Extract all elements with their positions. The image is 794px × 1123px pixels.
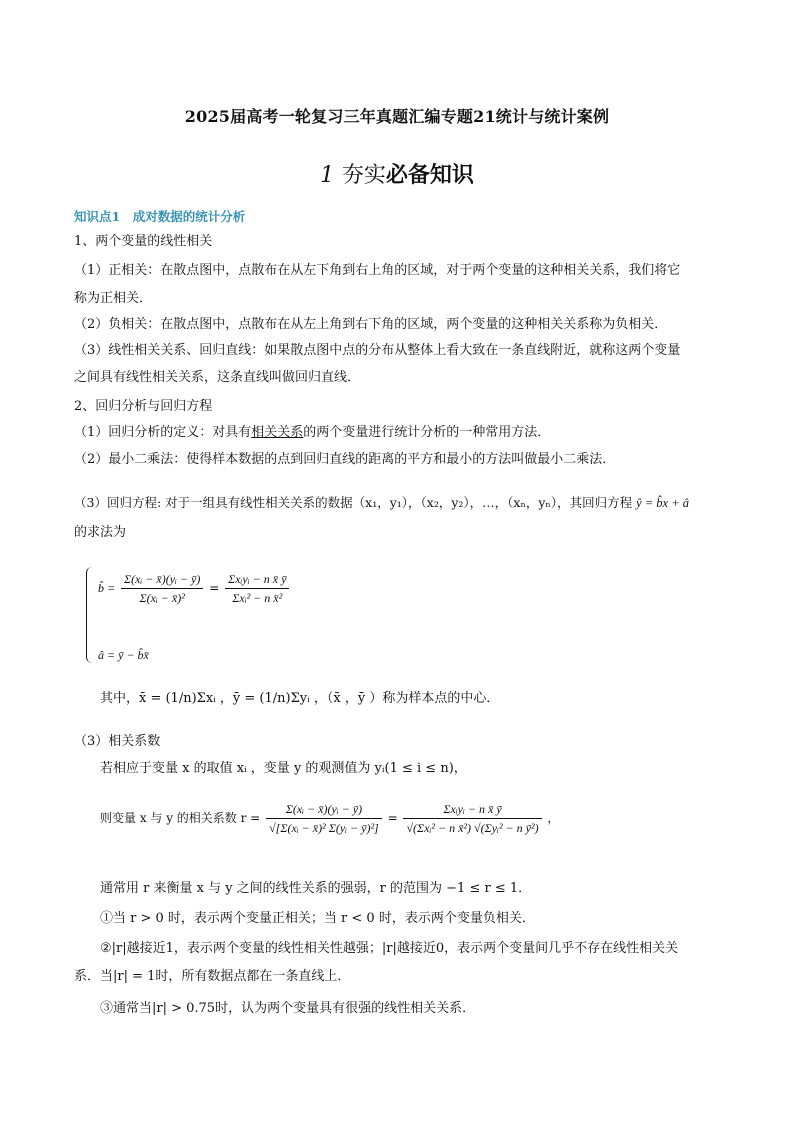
para-regression-definition-a: （1）回归分析的定义：对具有 (74, 425, 252, 440)
para-r-strong: ③通常当|r| > 0.75时，认为两个变量具有很强的线性相关关系． (100, 1001, 476, 1016)
para-regression-equation-1 (74, 494, 689, 512)
r-formula-label: 则变量 x 与 y 的相关系数 r = (100, 811, 261, 825)
para-positive-correlation-1: （1）正相关：在散点图中，点散布在从左下角到右上角的区域，对于两个变量的这种相关关系，我们将它 (74, 263, 681, 278)
para-regression-equation-2: 的求法为 (74, 525, 127, 540)
heading-regression-analysis: 2、回归分析与回归方程 (74, 399, 213, 414)
para-r-magnitude-2: 系．当|r| = 1时，所有数据点都在一条直线上． (74, 969, 351, 984)
section-heading-b: 必备知识 (385, 162, 474, 188)
underlined-term: 相关关系 (251, 425, 304, 440)
section-number: 1 (320, 163, 335, 188)
document-title: 2025届高考一轮复习三年真题汇编专题21统计与统计案例 (184, 107, 610, 126)
b-hat-denominator-1: Σ(xᵢ − x̄)² (139, 591, 185, 605)
r-fraction-2 (403, 800, 541, 837)
b-hat-fraction-2 (225, 570, 289, 607)
para-regression-definition-b: 的两个变量进行统计分析的一种常用方法． (303, 425, 551, 440)
para-r-sign: ①当 r > 0 时，表示两个变量正相关；当 r < 0 时，表示两个变量负相关． (100, 911, 535, 926)
section-heading (0, 158, 794, 189)
heading-correlation-coefficient: （3）相关系数 (74, 734, 161, 749)
para-negative-correlation: （2）负相关：在散点图中，点散布在从左上角到右下角的区域，两个变量的这种相关关系称为负相关． (74, 317, 668, 332)
para-least-squares: （2）最小二乘法：使得样本数据的点到回归直线的距离的平方和最小的方法叫做最小二乘法． (74, 452, 616, 467)
regression-equation: ŷ = b̂x + â (636, 496, 690, 510)
r-denominator-2: √(Σxᵢ² − n x̄²) √(Σyᵢ² − n ȳ²) (406, 821, 539, 835)
r-numerator-1: Σ(xᵢ − x̄)(yᵢ − ȳ) (266, 800, 382, 819)
para-regression-equation-text: （3）回归方程: 对于一组具有线性相关关系的数据（x₁，y₁），（x₂，y₂），…，（xₙ，yₙ），其回归方程 (74, 495, 633, 510)
r-formula: 则变量 x 与 y 的相关系数 r = $\frac{\text{Σ(xᵢ − x̄)(yᵢ − ȳ)}}{\text{√[Σ(xᵢ − x̄)² Σ(yᵢ − ȳ)²]}}$ = $\frac{\text{Σxᵢyᵢ − n x̄ ȳ}}{\text{√(Σxᵢ² − n x̄²) √(Σyᵢ² − n ȳ²)}}$ ， (100, 802, 560, 835)
para-observations: 若相应于变量 x 的取值 xᵢ ，变量 y 的观测值为 yᵢ(1 ≤ i ≤ n)， (100, 761, 467, 776)
system-brace (86, 567, 97, 663)
b-hat-formula: b̂ = $\frac{\text{Σ(xᵢ − x̄)(yᵢ − ȳ)}}{\text{Σ(xᵢ − x̄)²}}$ = $\frac{\text{Σxᵢyᵢ − n x̄ ȳ}}{\text{Σxᵢ² − n x̄²}}$ (98, 570, 291, 607)
r-fraction-1 (266, 800, 382, 837)
a-hat-formula: â = ȳ − b̂x̄ (98, 648, 149, 662)
b-hat-denominator-2: Σxᵢ² − n x̄² (232, 591, 283, 605)
para-r-range: 通常用 r 来衡量 x 与 y 之间的线性关系的强弱，r 的范围为 −1 ≤ r ≤ 1． (100, 881, 532, 896)
heading-linear-correlation: 1、两个变量的线性相关 (74, 234, 213, 249)
section-heading-a: 夯实 (341, 163, 386, 188)
r-denominator-1: √[Σ(xᵢ − x̄)² Σ(yᵢ − ȳ)²] (269, 821, 379, 835)
para-positive-correlation-2: 称为正相关． (74, 291, 153, 306)
para-regression-line-2: 之间具有线性相关关系，这条直线叫做回归直线． (74, 370, 361, 385)
para-regression-definition (74, 424, 550, 442)
para-regression-line-1: （3）线性相关关系、回归直线：如果散点图中点的分布从整体上看大致在一条直线附近，就称这两个变量 (74, 343, 681, 358)
b-hat-fraction-1 (121, 570, 203, 607)
knowledge-point-heading: 知识点1 成对数据的统计分析 (74, 209, 246, 224)
para-r-magnitude-1: ②|r|越接近1，表示两个变量的线性相关性越强；|r|越接近0，表示两个变量间几乎不存在线性相关关 (100, 941, 679, 956)
b-hat-numerator-2: Σxᵢyᵢ − n x̄ ȳ (225, 570, 289, 589)
b-hat-numerator-1: Σ(xᵢ − x̄)(yᵢ − ȳ) (121, 570, 203, 589)
r-numerator-2: Σxᵢyᵢ − n x̄ ȳ (403, 800, 541, 819)
b-hat-label: b̂ = (98, 581, 116, 595)
para-sample-center: 其中，x̄ = (1/n)Σxᵢ ，ȳ = (1/n)Σyᵢ ，（x̄ ，ȳ ）称为样本点的中心． (100, 691, 500, 706)
